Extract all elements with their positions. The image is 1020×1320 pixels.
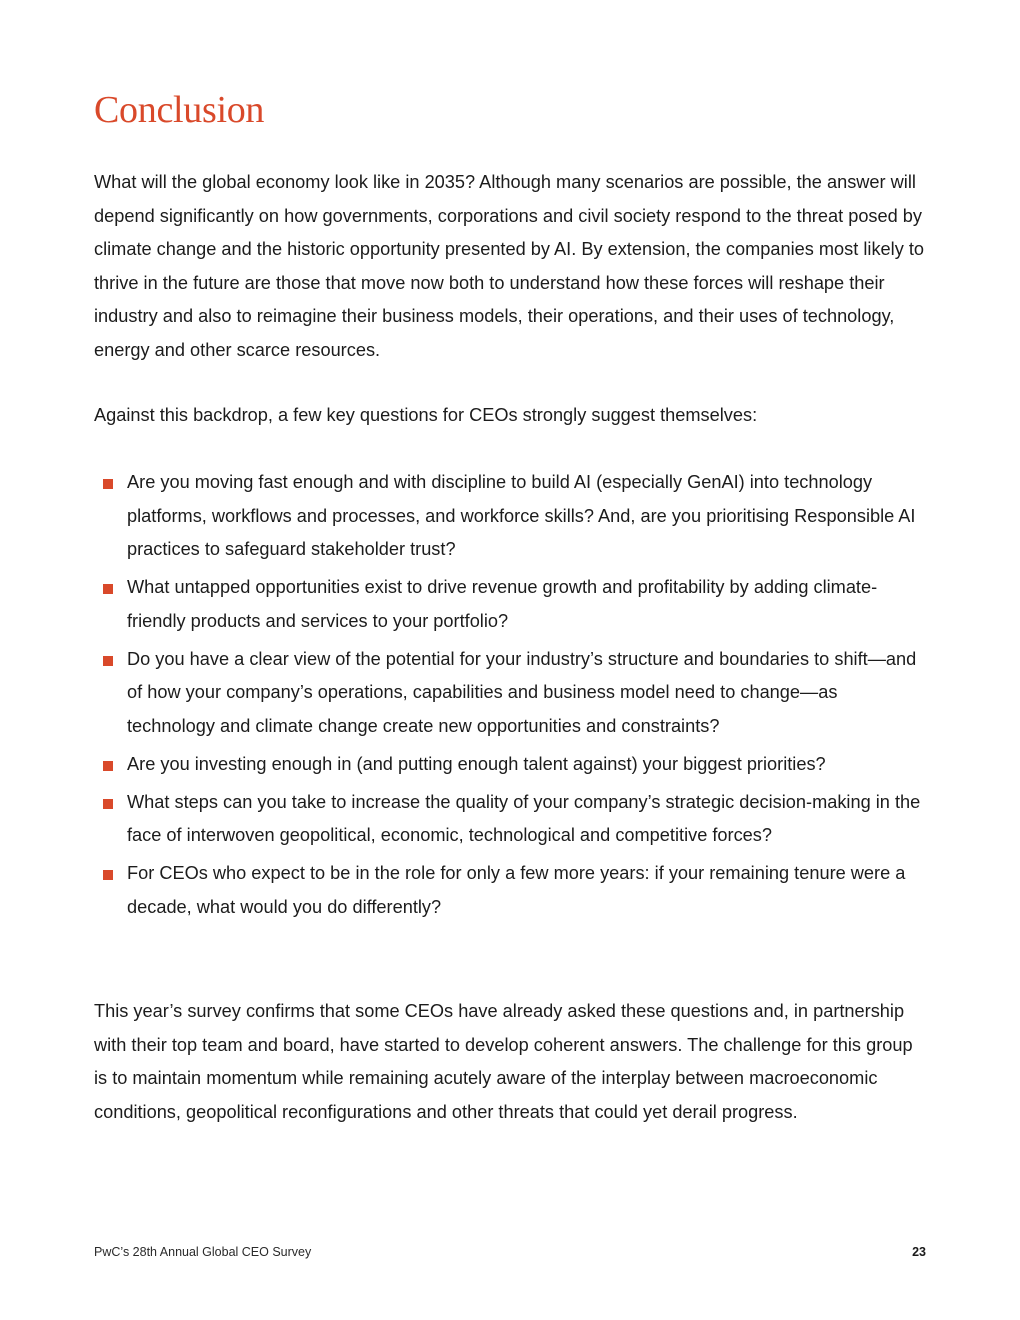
square-bullet-icon xyxy=(103,799,113,809)
intro-paragraph: What will the global economy look like in 2035? Although many scenarios are possible, the answer will depend significantly on how governments, corporations and civil society respond to the threat posed by climate change and the historic opportunity presented by AI. By extension, the companies most likely to thrive in the future are those that move now both to understand how these forces will reshape their industry and also to reimagine their business models, their operations, and their uses of technology, energy and other scarce resources. xyxy=(94,172,925,360)
square-bullet-icon xyxy=(103,656,113,666)
page-number: 23 xyxy=(912,1245,926,1259)
document-page xyxy=(94,0,930,1320)
page-title: Conclusion xyxy=(94,89,265,131)
closing-paragraph: This year’s survey confirms that some CEOs have already asked these questions and, in partnership with their top team and board, have started to develop coherent answers. The challenge for this group is to maintain momentum while remaining acutely aware of the interplay between macroeconomic conditions, geopolitical reconfigurations and other threats that could yet derail progress. xyxy=(94,1001,913,1122)
lead-in-paragraph: Against this backdrop, a few key questions for CEOs strongly suggest themselves: xyxy=(94,405,758,425)
question-text: What steps can you take to increase the quality of your company’s strategic decision-making in the face of interwoven geopolitical, economic, technological and competitive forces? xyxy=(127,791,921,845)
list-item xyxy=(94,857,930,924)
list-item xyxy=(94,786,930,853)
question-text: Are you investing enough in (and putting enough talent against) your biggest priorities? xyxy=(127,753,826,774)
question-text: What untapped opportunities exist to drive revenue growth and profitability by adding climate-friendly products and services to your portfolio? xyxy=(127,577,878,631)
square-bullet-icon xyxy=(103,584,113,594)
key-questions-list xyxy=(94,466,930,929)
square-bullet-icon xyxy=(103,761,113,771)
question-text: For CEOs who expect to be in the role for only a few more years: if your remaining tenure were a decade, what would you do differently? xyxy=(127,863,906,917)
square-bullet-icon xyxy=(103,870,113,880)
list-item xyxy=(94,748,930,782)
list-item xyxy=(94,571,930,638)
question-text: Do you have a clear view of the potential for your industry’s structure and boundaries to shift—and of how your company’s operations, capabilities and business model need to change—as technology and climate change create new opportunities and constraints? xyxy=(127,648,917,736)
footer-publication-title: PwC’s 28th Annual Global CEO Survey xyxy=(94,1245,312,1259)
list-item xyxy=(94,643,930,744)
square-bullet-icon xyxy=(103,479,113,489)
question-text: Are you moving fast enough and with discipline to build AI (especially GenAI) into technology platforms, workflows and processes, and workforce skills? And, are you prioritising Responsible AI practices to safeguard stakeholder trust? xyxy=(127,472,916,559)
list-item xyxy=(94,466,930,567)
